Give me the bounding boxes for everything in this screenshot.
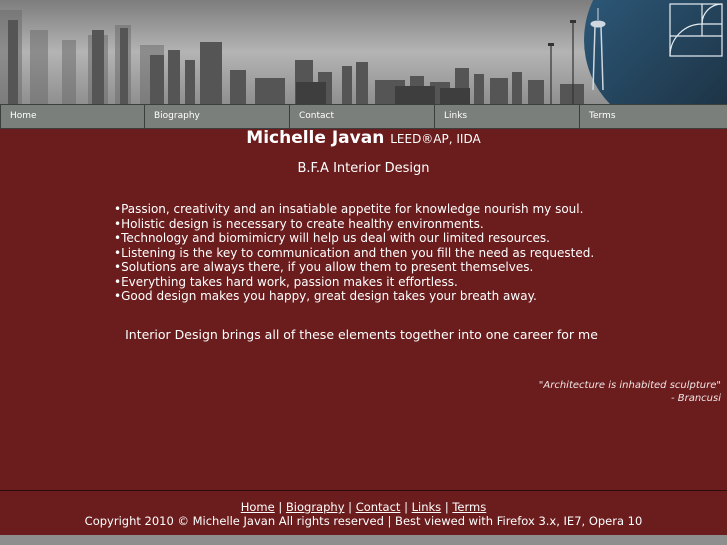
main-nav [0,104,727,129]
main-content [0,129,727,490]
nav-item-home[interactable]: Home [0,105,145,128]
footer-separator: | [348,500,353,514]
list-item: • Everything takes hard work, passion makes it effortless. [114,275,594,290]
footer-separator: | [404,500,408,514]
nav-item-links[interactable]: Links [435,105,580,128]
list-item: • Technology and biomimicry will help us deal with our limited resources. [114,231,594,246]
summary-text [0,327,727,343]
list-item: • Listening is the key to communication and then you fill the need as requested. [114,246,594,261]
credentials: LEED®AP, IIDA [390,132,481,146]
list-item: • Solutions are always there, if you allow them to present themselves. [114,260,594,275]
philosophy-list [114,202,594,304]
header-banner [0,0,727,104]
nav-item-biography[interactable]: Biography [145,105,290,128]
footer-link-biography[interactable]: Biography [285,500,345,514]
footer-links [0,500,727,514]
quote-author: - Brancusi [670,393,721,404]
footer [0,490,727,535]
list-item: • Good design makes you happy, great design takes your breath away. [114,289,594,304]
footer-link-terms[interactable]: Terms [452,500,487,514]
footer-separator: | [444,500,449,514]
list-item: • Passion, creativity and an insatiable appetite for knowledge nourish my soul. [114,202,594,217]
skyline-image [0,0,727,104]
footer-separator: | [278,500,283,514]
page-title [0,129,727,148]
list-item: • Holistic design is necessary to create healthy environments. [114,217,594,232]
quote-text: "Architecture is inhabited sculpture" [538,380,721,391]
footer-link-links[interactable]: Links [411,500,442,514]
window-bottom-bar [0,535,727,545]
copyright-text: Copyright 2010 © Michelle Javan All rights reserved | Best viewed with Firefox 3.x, IE7, Opera 10 [84,514,643,528]
nav-item-terms[interactable]: Terms [589,111,616,121]
degree-subtitle: B.F.A Interior Design [297,161,430,176]
footer-link-home[interactable]: Home [240,500,275,514]
summary-line: Interior Design brings all of these elements together into one career for me [125,327,598,342]
footer-link-contact[interactable]: Contact [355,500,401,514]
nav-item-contact[interactable]: Contact [290,105,435,128]
name-heading: Michelle Javan [246,128,385,148]
quote-block [539,379,721,405]
